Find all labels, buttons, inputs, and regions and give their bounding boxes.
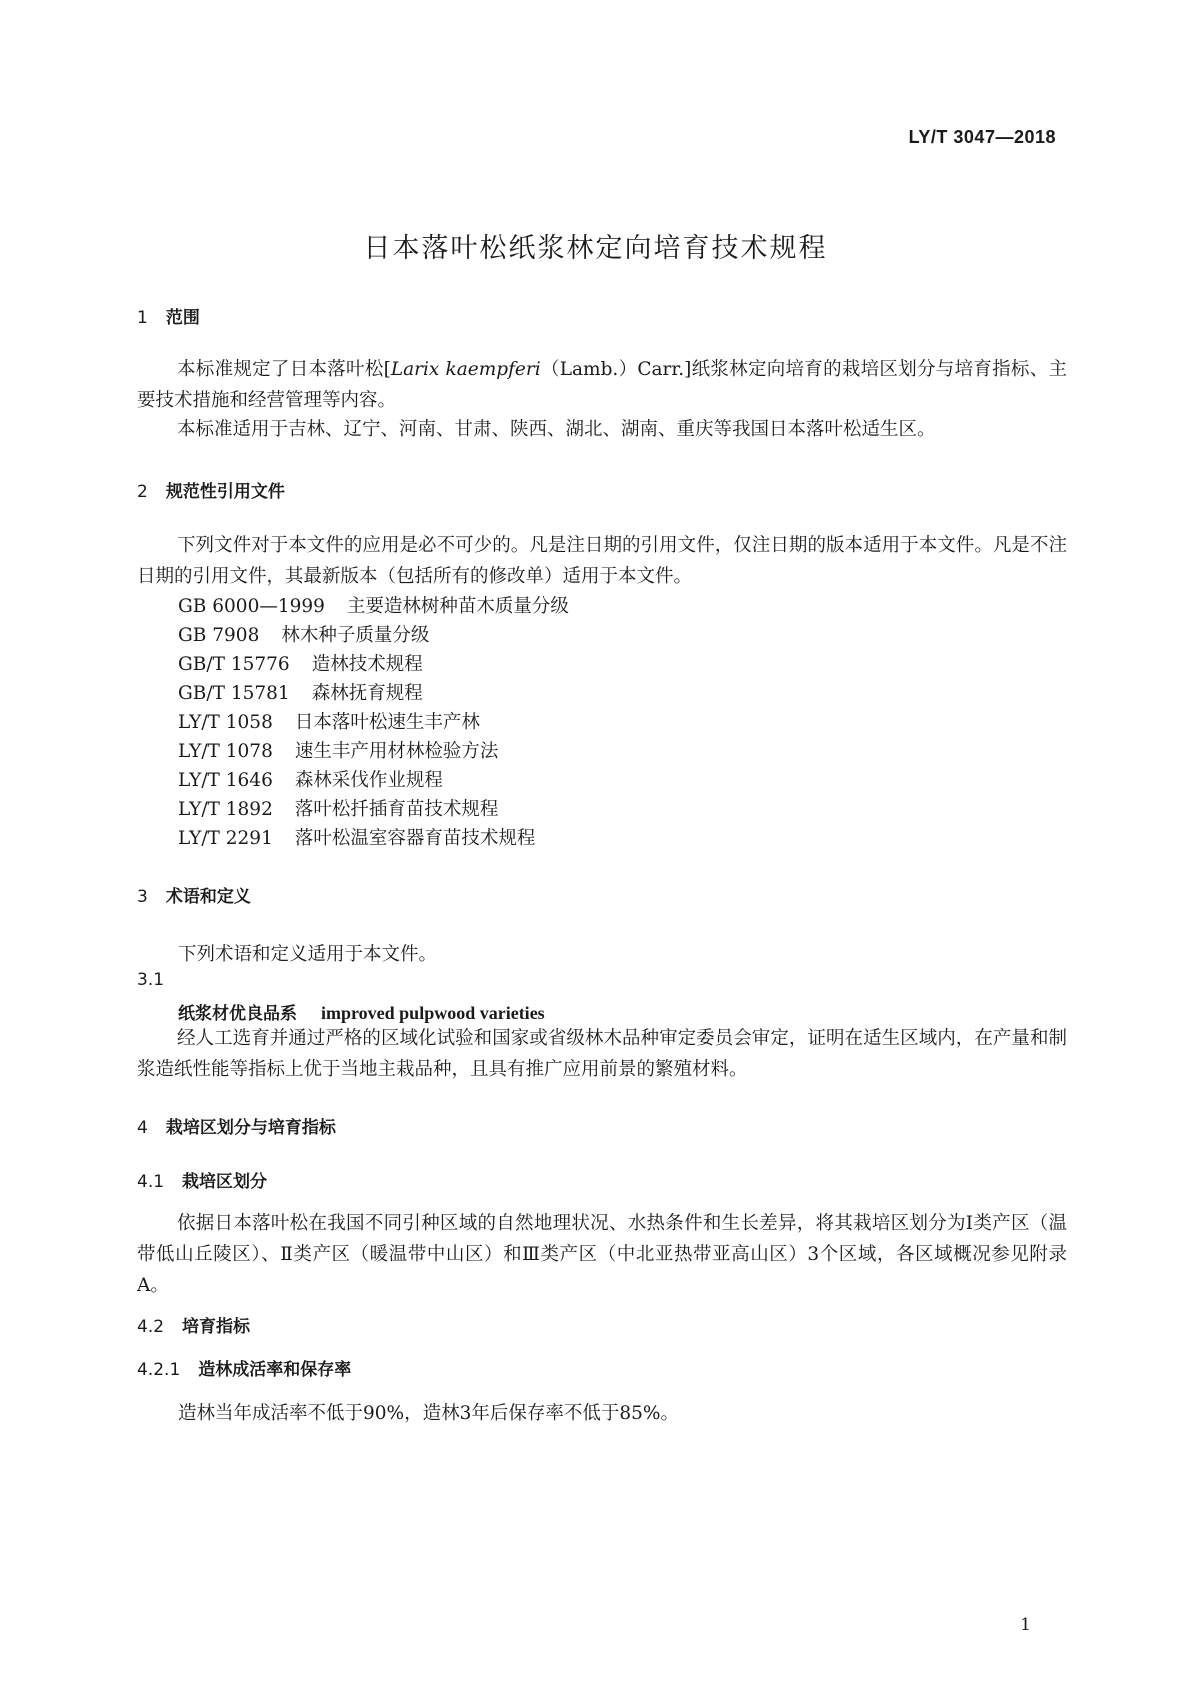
reference-code: GB/T 15781 [178,683,290,704]
clause-number: 3.1 [137,970,165,990]
latin-species-name: Larix kaempferi [390,359,541,380]
section-number: 3 [137,887,148,907]
section-number: 4.1 [137,1172,165,1192]
scope-paragraph-2: 本标准适用于吉林、辽宁、河南、甘肃、陕西、湖北、湖南、重庆等我国日本落叶松适生区。 [177,419,936,440]
page-number: 1 [1020,1615,1031,1635]
reference-title: 日本落叶松速生丰产林 [294,712,480,733]
survival-rate-paragraph: 造林当年成活率不低于90%，造林3年后保存率不低于85%。 [178,1403,680,1424]
reference-item [178,737,498,763]
term-english: improved pulpwood varieties [321,1003,545,1023]
section-4-heading [137,1113,336,1138]
section-title: 造林成活率和保存率 [198,1360,352,1380]
section-number: 2 [137,482,148,502]
reference-title: 造林技术规程 [311,654,423,675]
term-entry [178,999,545,1024]
references-intro: 下列文件对于本文件的应用是必不可少的。凡是注日期的引用文件，仅注日期的版本适用于本文件。凡是不注日期的引用文件，其最新版本（包括所有的修改单）适用于本文件。 [137,535,1067,587]
reference-title: 速生丰产用材林检验方法 [294,741,499,762]
section-number: 4.2.1 [137,1360,181,1380]
standard-code: LY/T 3047—2018 [908,127,1056,147]
reference-item [178,679,423,705]
term-definition: 经人工选育并通过严格的区域化试验和国家或省级林木品种审定委员会审定，证明在适生区域内，在产量和制浆造纸性能等指标上优于当地主栽品种，且具有推广应用前景的繁殖材料。 [137,1028,1067,1080]
reference-title: 林木种子质量分级 [281,625,430,646]
section-number: 4 [137,1118,148,1138]
section-number: 4.2 [137,1317,165,1337]
document-title: 日本落叶松纸浆林定向培育技术规程 [363,233,828,264]
scope-paragraph-1 [137,354,1067,416]
section-1-heading [137,303,200,328]
section-3-heading [137,882,251,907]
reference-item [178,650,423,676]
cultivation-zones-paragraph: 依据日本落叶松在我国不同引种区域的自然地理状况、水热条件和生长差异，将其栽培区划分为Ⅰ类产区（温带低山丘陵区）、Ⅱ类产区（暖温带中山区）和Ⅲ类产区（中北亚热带亚高山区）3个区域，各区域概况参见附录A。 [137,1213,1067,1296]
section-title: 范围 [165,308,200,328]
reference-item [178,708,480,734]
subsection-4-2-1-heading [137,1355,351,1380]
reference-title: 主要造林树种苗木质量分级 [346,596,569,617]
reference-title: 落叶松温室容器育苗技术规程 [294,828,536,849]
subsection-4-2-heading [137,1312,250,1337]
subsection-4-1-heading [137,1167,267,1192]
reference-code: LY/T 1058 [178,712,273,733]
section-title: 栽培区划分 [182,1172,268,1192]
section-title: 规范性引用文件 [165,482,285,502]
terms-intro: 下列术语和定义适用于本文件。 [178,944,438,965]
reference-item [178,766,443,792]
reference-title: 森林抚育规程 [311,683,423,704]
reference-title: 落叶松扦插育苗技术规程 [294,799,499,820]
section-number: 1 [137,308,148,328]
reference-code: GB 6000—1999 [178,596,325,617]
reference-item [178,621,429,647]
reference-item [178,824,535,850]
reference-item [178,592,569,618]
reference-item [178,795,498,821]
reference-code: GB/T 15776 [178,654,290,675]
reference-code: GB 7908 [178,625,260,646]
reference-code: LY/T 1646 [178,770,273,791]
section-2-heading [137,477,285,502]
term-chinese: 纸浆材优良品系 [178,1004,297,1024]
reference-title: 森林采伐作业规程 [294,770,443,791]
scope-text-pre: 本标准规定了日本落叶松[ [177,359,391,380]
section-title: 术语和定义 [165,887,251,907]
reference-code: LY/T 1892 [178,799,273,820]
scope-text-post: （Lamb.）Carr.]纸浆林定向培育的栽培区划分与培育指标、主要技术措施和经营管理等内容。 [137,359,1067,411]
section-title: 栽培区划分与培育指标 [165,1118,336,1138]
reference-code: LY/T 1078 [178,741,273,762]
reference-code: LY/T 2291 [178,828,273,849]
section-title: 培育指标 [182,1317,251,1337]
